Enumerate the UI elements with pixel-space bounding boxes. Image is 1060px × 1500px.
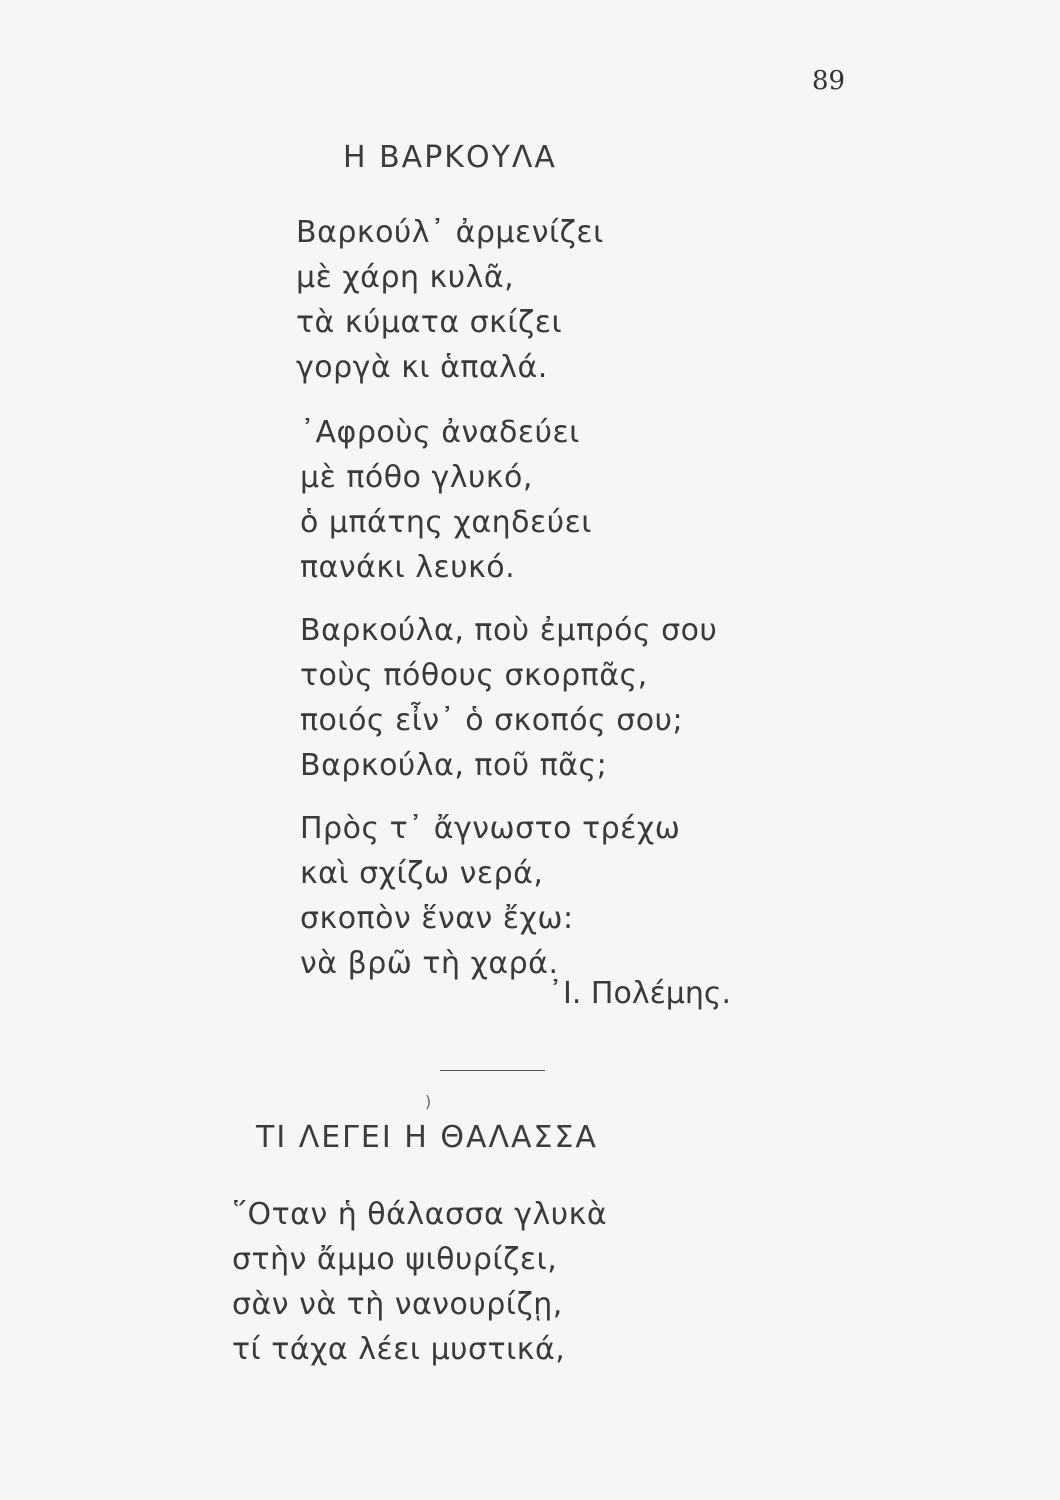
verse-line: τὰ κύματα σκίζει <box>296 305 563 340</box>
poem-title-thalassa: ΤΙ ΛΕΓΕΙ Η ΘΑΛΑΣΣΑ <box>256 1120 598 1155</box>
verse-line: Βαρκούλ᾽ ἀρμενίζει <box>296 215 604 250</box>
poem-author: ᾽Ι. Πολέμης. <box>548 976 732 1011</box>
verse-line: σὰν νὰ τὴ νανουρίζῃ, <box>232 1287 563 1322</box>
verse-line: μὲ πόθο γλυκό, <box>300 460 533 495</box>
stanza-1 <box>296 210 604 390</box>
verse-line: ῞Οταν ἡ θάλασσα γλυκὰ <box>232 1197 608 1232</box>
stanza-2 <box>300 410 592 590</box>
verse-line: σκοπὸν ἕναν ἔχω: <box>300 901 574 936</box>
verse-line: ποιός εἶν᾽ ὁ σκοπός σου; <box>300 703 684 738</box>
verse-line: τί τάχα λέει μυστικά, <box>232 1332 566 1367</box>
stanza-5 <box>232 1192 607 1372</box>
stanza-4 <box>300 806 680 986</box>
verse-line: γοργὰ κι ἁπαλά. <box>296 350 548 385</box>
stanza-3 <box>300 608 717 788</box>
verse-line: καὶ σχίζω νερά, <box>300 856 544 891</box>
verse-line: τοὺς πόθους σκορπᾶς, <box>300 658 648 693</box>
verse-line: μὲ χάρη κυλᾶ, <box>296 260 515 295</box>
verse-line: πανάκι λευκό. <box>300 550 516 585</box>
verse-line: ὁ μπάτης χαηδεύει <box>300 505 592 540</box>
stray-mark: ) <box>425 1092 432 1111</box>
verse-line: ᾽Αφροὺς ἀναδεύει <box>300 415 580 450</box>
page-number: 89 <box>812 66 846 96</box>
section-divider <box>440 1070 545 1071</box>
verse-line: Βαρκούλα, ποῦ πᾶς; <box>300 748 608 783</box>
verse-line: νὰ βρῶ τὴ χαρά. <box>300 946 559 981</box>
verse-line: Πρὸς τ᾽ ἄγνωστο τρέχω <box>300 811 681 846</box>
verse-line: στὴν ἄμμο ψιθυρίζει, <box>232 1242 558 1277</box>
verse-line: Βαρκούλα, ποὺ ἐμπρός σου <box>300 613 718 648</box>
poem-title-barkoula: Η ΒΑΡΚΟΥΛΑ <box>343 140 557 175</box>
